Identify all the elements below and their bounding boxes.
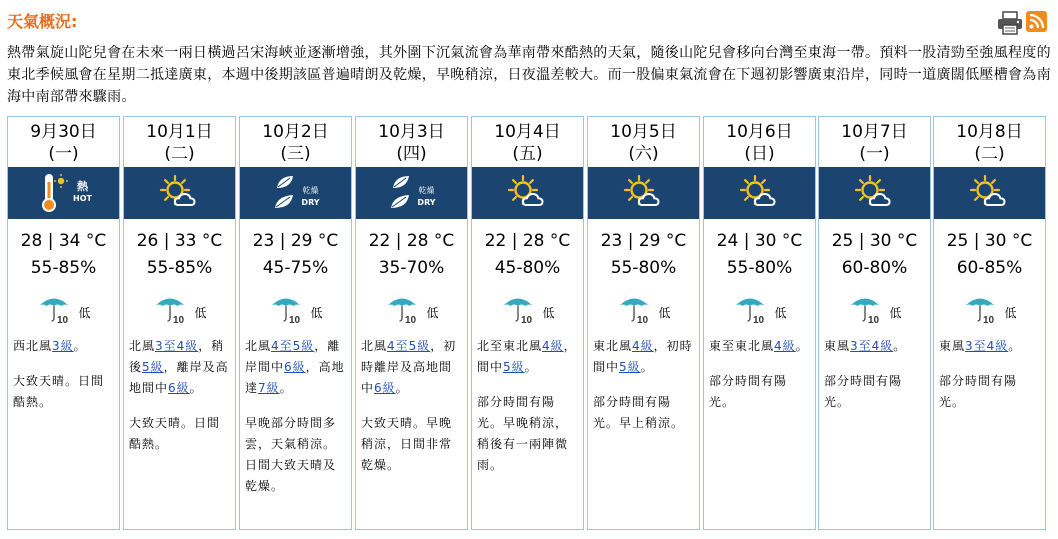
wind-force-link[interactable]: 3至4級	[850, 339, 894, 353]
sunny-intervals-icon	[622, 173, 666, 213]
forecast-weekday: (六)	[628, 144, 659, 164]
hot-label-en: HOT	[73, 194, 92, 203]
wind-text: 。	[893, 339, 907, 353]
wind-text: 北風	[361, 339, 388, 353]
humidity-range: 55-85%	[30, 258, 97, 278]
wind-forecast	[704, 336, 815, 357]
wind-text: 東風	[824, 339, 851, 353]
sunny-intervals-icon	[738, 173, 782, 213]
forecast-day-card	[703, 116, 816, 530]
wind-force-link[interactable]: 4級	[632, 339, 654, 353]
forecast-day-card	[355, 116, 468, 530]
wind-text: ，初時間中	[593, 339, 693, 374]
wind-text: 西北風	[13, 339, 53, 353]
weather-description: 部分時間有陽光。	[824, 374, 903, 409]
temperature-range: 25 | 30 °C	[831, 231, 918, 251]
rain-probability-label: 低	[1004, 305, 1017, 320]
forecast-day-card	[933, 116, 1046, 530]
umbrella-icon	[616, 291, 654, 329]
forecast-date-text: 10月3日	[378, 122, 445, 142]
weather-description: 部分時間有陽光。早晚稍涼，稍後有一兩陣微雨。	[477, 395, 569, 472]
dry-icon-label	[417, 185, 435, 209]
umbrella-icon	[384, 291, 422, 329]
wind-text: ，間中	[477, 339, 577, 374]
forecast-day-card	[7, 116, 120, 530]
wind-force-link[interactable]: 3級	[52, 339, 74, 353]
svg-text:10: 10	[173, 315, 185, 325]
wind-text: 東北風	[593, 339, 633, 353]
forecast-date	[124, 117, 235, 167]
humidity-range: 35-70%	[378, 258, 445, 278]
forecast-day-card	[471, 116, 584, 530]
forecast-day-card	[587, 116, 700, 530]
sunny-intervals-icon	[158, 173, 202, 213]
forecast-weekday: (一)	[859, 144, 890, 164]
rain-probability-label: 低	[310, 305, 323, 320]
forecast-date-text: 10月7日	[841, 122, 908, 142]
wind-text: 北風	[245, 339, 272, 353]
humidity-range: 55-85%	[146, 258, 213, 278]
forecast-date-text: 10月4日	[494, 122, 561, 142]
wind-force-link[interactable]: 4級	[542, 339, 564, 353]
hot-icon-label	[73, 181, 92, 205]
temperature-range: 23 | 29 °C	[600, 231, 687, 251]
wind-text: 北風	[129, 339, 156, 353]
forecast-date	[704, 117, 815, 167]
svg-text:10: 10	[57, 315, 69, 325]
wind-forecast	[8, 336, 119, 357]
forecast-date-text: 10月6日	[726, 122, 793, 142]
printer-icon	[997, 11, 1023, 35]
hot-label-zh: 熱	[76, 180, 88, 193]
rain-probability[interactable]	[588, 286, 699, 334]
forecast-weather-icon-bar	[472, 167, 583, 219]
wind-forecast	[472, 336, 583, 378]
forecast-cards	[7, 116, 1052, 532]
umbrella-icon	[500, 291, 538, 329]
rain-probability-label: 低	[426, 305, 439, 320]
forecast-date	[8, 117, 119, 167]
weather-description: 大致天晴。日間酷熱。	[129, 416, 221, 451]
wind-forecast	[819, 336, 930, 357]
wind-forecast	[934, 336, 1045, 357]
wind-force-link[interactable]: 4級	[774, 339, 796, 353]
temperature-range: 28 | 34 °C	[20, 231, 107, 251]
forecast-day-card	[818, 116, 931, 530]
wind-forecast	[588, 336, 699, 378]
wind-forecast	[240, 336, 351, 399]
forecast-date-text: 10月8日	[956, 122, 1023, 142]
weather-description: 大致天晴。早晚稍涼，日間非常乾燥。	[361, 416, 453, 472]
wind-text: 。	[1008, 339, 1022, 353]
forecast-weather-icon-bar	[124, 167, 235, 219]
rain-probability[interactable]	[934, 286, 1045, 334]
rain-probability[interactable]	[356, 286, 467, 334]
dry-label-en: DRY	[417, 198, 436, 207]
print-button[interactable]	[997, 11, 1023, 35]
sunny-intervals-icon	[853, 173, 897, 213]
forecast-weather-icon-bar	[819, 167, 930, 219]
humidity-range: 55-80%	[610, 258, 677, 278]
wind-text: 。	[395, 381, 409, 395]
wind-text: 。	[279, 381, 293, 395]
svg-text:10: 10	[405, 315, 417, 325]
forecast-weather-icon-bar	[704, 167, 815, 219]
wind-text: 東至東北風	[709, 339, 775, 353]
svg-text:10: 10	[753, 315, 765, 325]
wind-force-link[interactable]: 3至4級	[155, 339, 199, 353]
dry-label-zh: 乾燥	[418, 186, 435, 195]
humidity-range: 55-80%	[726, 258, 793, 278]
forecast-date	[934, 117, 1045, 167]
umbrella-icon	[152, 291, 190, 329]
wind-forecast	[356, 336, 467, 399]
dry-icon	[271, 170, 319, 216]
umbrella-icon	[732, 291, 770, 329]
temperature-range: 24 | 30 °C	[716, 231, 803, 251]
wind-text: 。	[189, 381, 203, 395]
humidity-range: 45-75%	[262, 258, 329, 278]
forecast-weekday: (一)	[48, 144, 79, 164]
humidity-range: 45-80%	[494, 258, 561, 278]
forecast-weekday: (三)	[280, 144, 311, 164]
rain-probability[interactable]	[124, 286, 235, 334]
umbrella-icon	[847, 291, 885, 329]
wind-force-link[interactable]: 5級	[619, 360, 641, 374]
forecast-weather-icon-bar	[356, 167, 467, 219]
rain-probability-label: 低	[889, 305, 902, 320]
temperature-range: 22 | 28 °C	[484, 231, 571, 251]
dry-icon	[387, 170, 435, 216]
temperature-range: 26 | 33 °C	[136, 231, 223, 251]
temperature-range: 25 | 30 °C	[946, 231, 1033, 251]
svg-text:10: 10	[637, 315, 649, 325]
weather-description: 部分時間有陽光。	[939, 374, 1018, 409]
forecast-date	[356, 117, 467, 167]
forecast-weekday: (四)	[396, 144, 427, 164]
forecast-date-text: 9月30日	[30, 122, 97, 142]
wind-text: 。	[524, 360, 538, 374]
rain-probability[interactable]	[240, 286, 351, 334]
sunny-intervals-icon	[968, 173, 1012, 213]
wind-force-link[interactable]: 6級	[374, 381, 396, 395]
wind-text: 東風	[939, 339, 966, 353]
wind-force-link[interactable]: 6級	[284, 360, 306, 374]
dry-icon-label	[301, 185, 319, 209]
wind-text: ，初時離岸及高地間中	[361, 339, 457, 395]
weather-summary: 熱帶氣旋山陀兒會在未來一兩日橫過呂宋海峽並逐漸增強，其外圍下沉氣流會為華南帶來酷熱的天氣，隨後山陀兒會移向台灣至東海一帶。預料一股清勁至強風程度的東北季候風會在星期二抵達廣東，本週中後期該區普遍晴朗及乾燥，早晚稍涼，日夜溫差較大。而一股偏東氣流會在下週初影響廣東沿岸，同時一道廣闊低壓槽會為南海中南部帶來驟雨。	[7, 45, 1051, 105]
weather-description: 部分時間有陽光。	[709, 374, 788, 409]
umbrella-icon	[962, 291, 1000, 329]
wind-force-link[interactable]: 4至5級	[271, 339, 315, 353]
forecast-date-text: 10月1日	[146, 122, 213, 142]
rain-probability-label: 低	[542, 305, 555, 320]
rss-icon	[1026, 11, 1047, 32]
dry-label-en: DRY	[301, 198, 320, 207]
rain-probability[interactable]	[704, 286, 815, 334]
wind-text: ，離岸間中	[245, 339, 341, 374]
rain-probability-label: 低	[658, 305, 671, 320]
wind-text: 北至東北風	[477, 339, 543, 353]
rain-probability[interactable]	[472, 286, 583, 334]
wind-text: ，稍後	[129, 339, 225, 374]
hot-thermometer-icon	[35, 170, 92, 216]
sunny-intervals-icon	[506, 173, 550, 213]
weather-description: 部分時間有陽光。早上稍涼。	[593, 395, 685, 430]
dry-label-zh: 乾燥	[302, 186, 319, 195]
rain-probability[interactable]	[819, 286, 930, 334]
svg-text:10: 10	[521, 315, 533, 325]
forecast-weekday: (五)	[512, 144, 543, 164]
forecast-weather-icon-bar	[240, 167, 351, 219]
forecast-day-card	[239, 116, 352, 530]
forecast-day-card	[123, 116, 236, 530]
temperature-range: 23 | 29 °C	[252, 231, 339, 251]
rain-probability[interactable]	[8, 286, 119, 334]
wind-text: 。	[73, 339, 87, 353]
svg-text:10: 10	[983, 315, 995, 325]
forecast-date	[240, 117, 351, 167]
wind-force-link[interactable]: 3至4級	[965, 339, 1009, 353]
wind-force-link[interactable]: 5級	[503, 360, 525, 374]
weather-description: 大致天晴。日間酷熱。	[13, 374, 105, 409]
forecast-date	[588, 117, 699, 167]
wind-force-link[interactable]: 5級	[142, 360, 164, 374]
rain-probability-label: 低	[774, 305, 787, 320]
wind-text: ，離岸及高地間中	[129, 360, 229, 395]
umbrella-icon	[36, 291, 74, 329]
weather-description: 早晚部分時間多雲，天氣稍涼。日間大致天晴及乾燥。	[245, 416, 337, 493]
wind-force-link[interactable]: 6級	[168, 381, 190, 395]
forecast-weather-icon-bar	[588, 167, 699, 219]
rain-probability-label: 低	[78, 305, 91, 320]
forecast-date	[819, 117, 930, 167]
forecast-weekday: (二)	[164, 144, 195, 164]
wind-forecast	[124, 336, 235, 399]
svg-text:10: 10	[289, 315, 301, 325]
wind-text: ，高地達	[245, 360, 345, 395]
rss-button[interactable]	[1026, 11, 1047, 32]
svg-text:10: 10	[868, 315, 880, 325]
forecast-date-text: 10月2日	[262, 122, 329, 142]
forecast-weather-icon-bar	[934, 167, 1045, 219]
rain-probability-label: 低	[194, 305, 207, 320]
forecast-weather-icon-bar	[8, 167, 119, 219]
forecast-date-text: 10月5日	[610, 122, 677, 142]
wind-text: 。	[795, 339, 809, 353]
wind-text: 。	[640, 360, 654, 374]
wind-force-link[interactable]: 4至5級	[387, 339, 431, 353]
humidity-range: 60-80%	[841, 258, 908, 278]
humidity-range: 60-85%	[956, 258, 1023, 278]
forecast-weekday: (二)	[974, 144, 1005, 164]
wind-force-link[interactable]: 7級	[258, 381, 280, 395]
page-title: 天氣概況:	[7, 12, 78, 31]
temperature-range: 22 | 28 °C	[368, 231, 455, 251]
umbrella-icon	[268, 291, 306, 329]
forecast-date	[472, 117, 583, 167]
forecast-weekday: (日)	[744, 144, 775, 164]
